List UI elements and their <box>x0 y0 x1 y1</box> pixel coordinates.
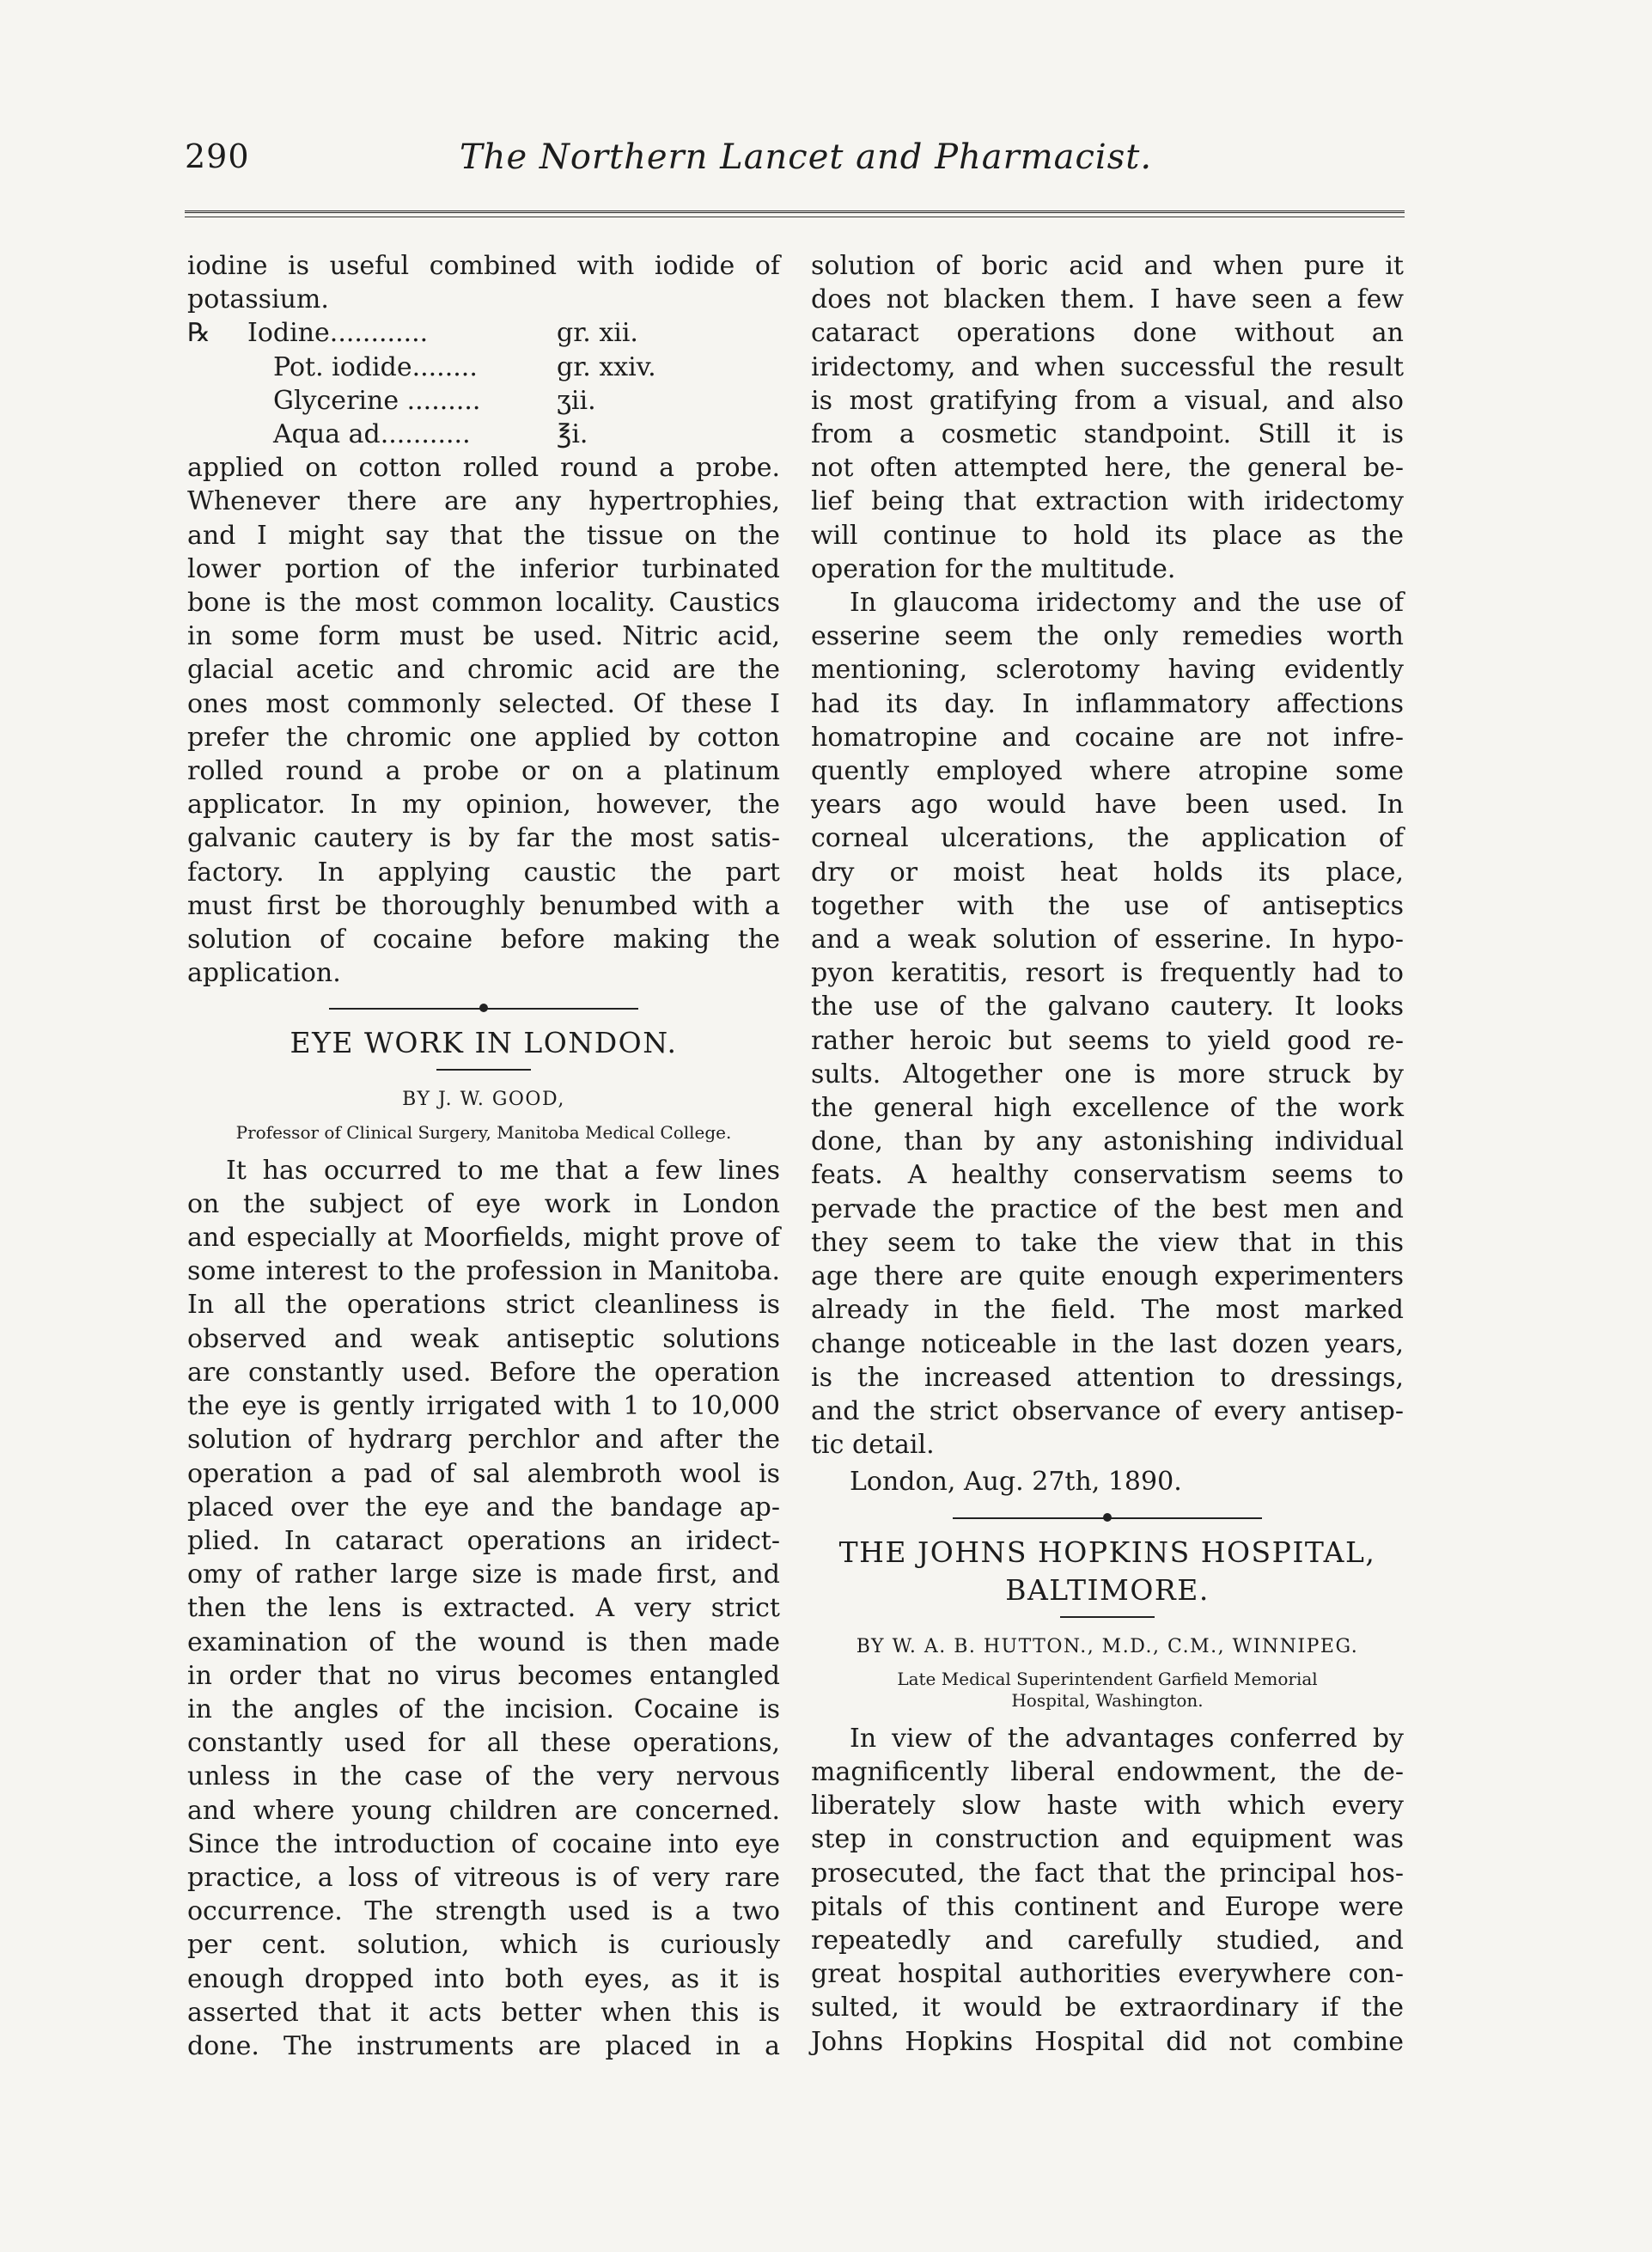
article-body <box>811 1722 1404 2059</box>
text-line: age there are quite enough experimenters <box>811 1261 1404 1292</box>
text-line: mentioning, sclerotomy having evidently <box>811 655 1404 686</box>
text-line: not often attempted here, the general be- <box>811 453 1404 484</box>
affiliation-line: Hospital, Washington. <box>1011 1689 1204 1711</box>
section-divider <box>953 1508 1262 1529</box>
dose: ʒii. <box>557 385 596 416</box>
text-line: Whenever there are any hypertrophies, <box>187 486 780 517</box>
text-line: cataract operations done without an <box>811 318 1404 349</box>
text-line: iodine is useful combined with iodide of <box>187 251 780 281</box>
page-header <box>185 137 1405 189</box>
text-line: factory. In applying caustic the part <box>187 857 780 888</box>
text-line: Since the introduction of cocaine into eye <box>187 1828 780 1859</box>
text-line: and I might say that the tissue on the <box>187 520 780 551</box>
paragraph <box>811 586 1404 1462</box>
recipe-symbol: ℞ <box>187 318 210 349</box>
ingredient: Glycerine ......... <box>273 385 481 416</box>
text-line: dry or moist heat holds its place, <box>811 857 1404 888</box>
article-body <box>187 1154 780 2063</box>
dose: gr. xii. <box>557 318 638 349</box>
text-line: had its day. In inflammatory affections <box>811 688 1404 719</box>
text-line: solution of boric acid and when pure it <box>811 251 1404 281</box>
text-line: observed and weak antiseptic solutions <box>187 1323 780 1354</box>
running-title: The Northern Lancet and Pharmacist. <box>460 137 1153 177</box>
prescription-row <box>187 418 780 451</box>
text-line: from a cosmetic standpoint. Still it is <box>811 419 1404 450</box>
text-line: in the angles of the incision. Cocaine is <box>187 1694 780 1724</box>
text-line: In glaucoma iridectomy and the use of <box>850 588 1404 619</box>
text-line: repeatedly and carefully studied, and <box>811 1925 1404 1956</box>
text-line: esserine seem the only remedies worth <box>811 621 1404 652</box>
affiliation-line: Late Medical Superintendent Garfield Memorial <box>897 1668 1318 1689</box>
title-rule <box>1060 1616 1155 1618</box>
article-title <box>811 1534 1404 1609</box>
text-line: solution of cocaine before making the <box>187 925 780 955</box>
byline: BY J. W. GOOD, <box>402 1089 565 1111</box>
text-line: the use of the galvano cautery. It looks <box>811 992 1404 1022</box>
text-line: must first be thoroughly benumbed with a <box>187 890 780 921</box>
prescription-row <box>187 384 780 418</box>
paragraph <box>811 249 1404 586</box>
article-title-line: BALTIMORE. <box>1005 1572 1210 1607</box>
text-line: unless in the case of the very nervous <box>187 1761 780 1792</box>
text-line: lower portion of the inferior turbinated <box>187 553 780 584</box>
paragraph <box>187 451 780 990</box>
text-line: and the strict observance of every antisep- <box>811 1395 1404 1426</box>
text-line: and especially at Moorfields, might prove of <box>187 1223 780 1254</box>
text-line: quently employed where atropine some <box>811 756 1404 787</box>
text-line: lief being that extraction with iridectomy <box>811 486 1404 517</box>
text-line: and a weak solution of esserine. In hypo- <box>811 925 1404 955</box>
text-line: prefer the chromic one applied by cotton <box>187 722 780 753</box>
text-line: occurrence. The strength used is a two <box>187 1896 780 1927</box>
text-line: in some form must be used. Nitric acid, <box>187 621 780 652</box>
text-line: enough dropped into both eyes, as it is <box>187 1963 780 1994</box>
text-line: in order that no virus becomes entangled <box>187 1660 780 1691</box>
text-line: magnificently liberal endowment, the de- <box>811 1756 1404 1787</box>
text-line: on the subject of eye work in London <box>187 1188 780 1219</box>
right-column <box>811 249 1404 2059</box>
header-rule <box>185 211 1405 217</box>
prescription-row <box>187 351 780 384</box>
text-line: practice, a loss of vitreous is of very rare <box>187 1862 780 1893</box>
text-line: will continue to hold its place as the <box>811 520 1404 551</box>
text-line: sults. Altogether one is more struck by <box>811 1059 1404 1089</box>
text-line: operation a pad of sal alembroth wool is <box>187 1458 780 1489</box>
text-line: is the increased attention to dressings, <box>811 1362 1404 1393</box>
text-line: together with the use of antiseptics <box>811 890 1404 921</box>
ingredient: Iodine............ <box>247 318 429 349</box>
text-line: and where young children are concerned. <box>187 1795 780 1826</box>
text-line: sulted, it would be extraordinary if the <box>811 1993 1404 2023</box>
text-line: great hospital authorities everywhere con- <box>811 1959 1404 1990</box>
dateline: London, Aug. 27th, 1890. <box>850 1467 1182 1498</box>
text-line: liberately slow haste with which every <box>811 1791 1404 1822</box>
text-line: some interest to the profession in Manitoba. <box>187 1256 780 1287</box>
text-line: feats. A healthy conservatism seems to <box>811 1160 1404 1191</box>
text-line: the general high excellence of the work <box>811 1093 1404 1124</box>
affiliation: Professor of Clinical Surgery, Manitoba Medical College. <box>235 1121 732 1143</box>
section-divider <box>329 998 638 1019</box>
text-line: they seem to take the view that in this <box>811 1227 1404 1258</box>
text-line: bone is the most common locality. Caustics <box>187 588 780 619</box>
text-line: pitals of this continent and Europe were <box>811 1891 1404 1922</box>
text-line: In view of the advantages conferred by <box>850 1723 1404 1754</box>
text-line: glacial acetic and chromic acid are the <box>187 655 780 686</box>
byline: BY W. A. B. HUTTON., M.D., C.M., WINNIPEG. <box>856 1635 1359 1657</box>
affiliation <box>811 1669 1404 1712</box>
text-line: iridectomy, and when successful the result <box>811 351 1404 382</box>
text-line: does not blacken them. I have seen a few <box>811 284 1404 315</box>
text-line: pyon keratitis, resort is frequently had to <box>811 958 1404 989</box>
text-line: already in the field. The most marked <box>811 1295 1404 1326</box>
left-column <box>187 249 780 2063</box>
text-line: application. <box>187 958 341 989</box>
text-line: applied on cotton rolled round a probe. <box>187 453 780 484</box>
text-line: change noticeable in the last dozen years, <box>811 1328 1404 1359</box>
text-line: step in construction and equipment was <box>811 1824 1404 1855</box>
page-number: 290 <box>185 137 250 175</box>
dose: gr. xxiv. <box>557 351 656 382</box>
prescription-row <box>187 316 780 350</box>
text-line: pervade the practice of the best men and <box>811 1193 1404 1224</box>
text-line: placed over the eye and the bandage ap- <box>187 1492 780 1523</box>
text-line: constantly used for all these operations, <box>187 1728 780 1759</box>
text-line: potassium. <box>187 284 329 315</box>
text-line: corneal ulcerations, the application of <box>811 823 1404 854</box>
text-line: It has occurred to me that a few lines <box>226 1155 780 1186</box>
text-line: ones most commonly selected. Of these I <box>187 688 780 719</box>
text-line: the eye is gently irrigated with 1 to 10,000 <box>187 1391 780 1422</box>
text-line: years ago would have been used. In <box>811 790 1404 821</box>
text-line: per cent. solution, which is curiously <box>187 1930 780 1961</box>
text-line: are constantly used. Before the operation <box>187 1357 780 1388</box>
text-line: homatropine and cocaine are not infre- <box>811 722 1404 753</box>
text-line: In all the operations strict cleanliness is <box>187 1290 780 1321</box>
text-line: examination of the wound is then made <box>187 1626 780 1657</box>
text-line: rather heroic but seems to yield good re- <box>811 1025 1404 1056</box>
text-line: plied. In cataract operations an iridect- <box>187 1525 780 1556</box>
text-line: prosecuted, the fact that the principal hos- <box>811 1858 1404 1889</box>
text-line: applicator. In my opinion, however, the <box>187 790 780 821</box>
text-line: galvanic cautery is by far the most satis- <box>187 823 780 854</box>
text-line: tic detail. <box>811 1430 935 1461</box>
text-line: done, than by any astonishing individual <box>811 1126 1404 1157</box>
article-title-line: THE JOHNS HOPKINS HOSPITAL, <box>838 1535 1376 1569</box>
text-line: operation for the multitude. <box>811 553 1176 584</box>
article-title: EYE WORK IN LONDON. <box>290 1026 678 1060</box>
ingredient: Aqua ad........... <box>273 419 471 450</box>
text-line: then the lens is extracted. A very strict <box>187 1593 780 1624</box>
text-line: Johns Hopkins Hospital did not combine <box>811 2026 1404 2057</box>
text-line: rolled round a probe or on a platinum <box>187 756 780 787</box>
dose: ℥i. <box>557 419 588 450</box>
text-line: omy of rather large size is made first, and <box>187 1559 780 1590</box>
prescription <box>187 316 780 451</box>
text-line: solution of hydrarg perchlor and after the <box>187 1425 780 1456</box>
text-line: asserted that it acts better when this is <box>187 1997 780 2028</box>
ingredient: Pot. iodide........ <box>273 351 478 382</box>
text-line: done. The instruments are placed in a <box>187 2030 780 2061</box>
title-rule <box>436 1069 531 1071</box>
text-line: is most gratifying from a visual, and also <box>811 385 1404 416</box>
